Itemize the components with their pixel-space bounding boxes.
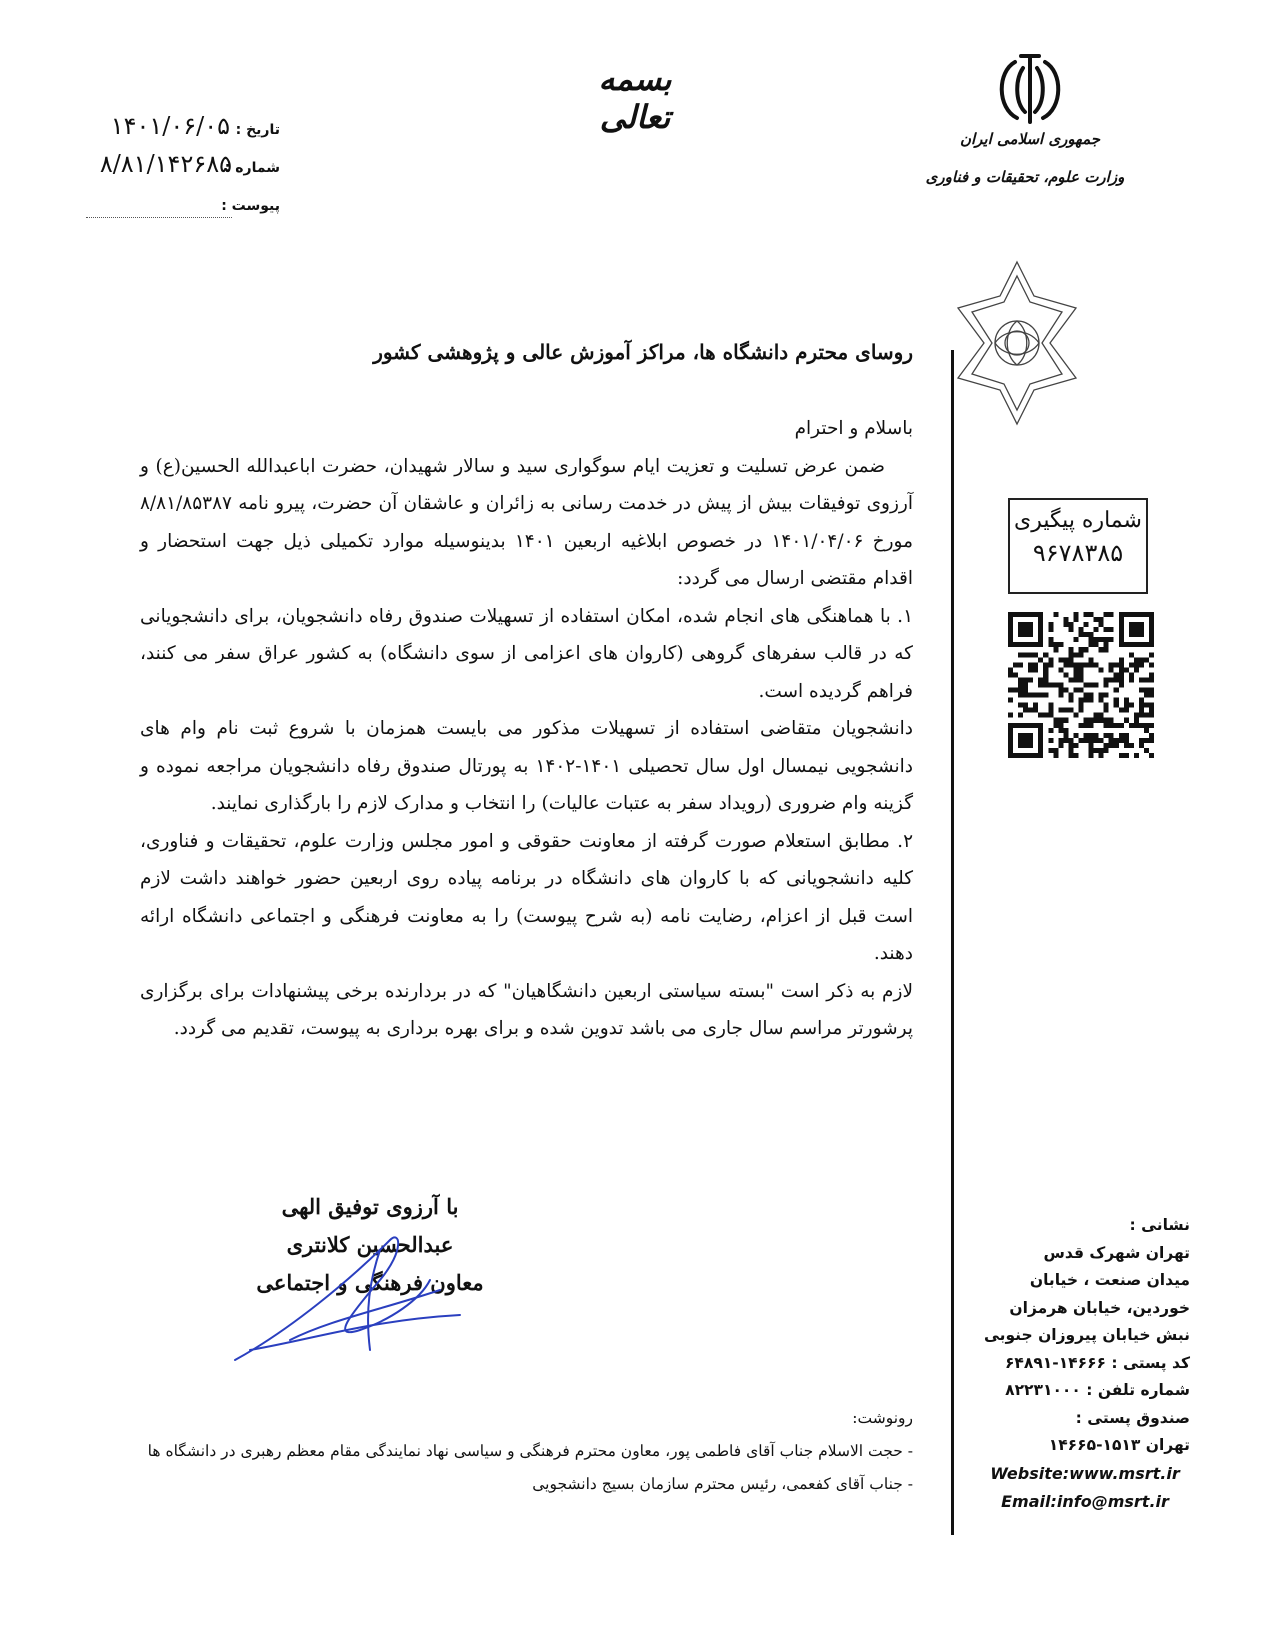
paragraph-item-2: ۲. مطابق استعلام صورت گرفته از معاونت حقوقی و امور مجلس وزارت علوم، تحقیقات و فناوری، کلیه دانشجویانی که با کاروان های دانشگاه در برنامه پیاده روی اربعین حضور خواهند داشت لازم است قبل از اعزام، رضایت نامه (به شرح پیوست) را به معاونت فرهنگی و اجتماعی دانشگاه ارائه دهند. — [140, 830, 913, 964]
address-line: تهران شهرک قدس — [1043, 1243, 1190, 1262]
number-row — [80, 146, 280, 180]
letter-body — [140, 410, 913, 1048]
tracking-number: ۹۶۷۸۳۸۵ — [1032, 539, 1124, 567]
contact-address — [980, 1212, 1190, 1460]
cc-block — [140, 1402, 913, 1501]
tracking-label: شماره پیگیری — [1014, 508, 1142, 533]
po-box: تهران ۱۵۱۳-۱۴۶۶۵ — [1048, 1436, 1190, 1454]
attachment-line — [86, 217, 232, 218]
attachment-label: پیوست : — [221, 198, 280, 214]
paragraph-closing-note: لازم به ذکر است "بسته سیاستی اربعین دانشگاهیان" که در بردارنده برخی پیشنهادات برای برگزاری پرشورتر مراسم سال جاری می باشد تدوین شده و برای بهره برداری به پیوست، تقدیم می گردد. — [140, 980, 913, 1039]
ornament-icon — [950, 258, 1085, 428]
cc-label: رونوشت: — [852, 1409, 913, 1427]
signature-title: معاون فرهنگی و اجتماعی — [256, 1270, 484, 1295]
recipient-line: روسای محترم دانشگاه ها، مراکز آموزش عالی و پژوهشی کشور — [373, 340, 913, 364]
ministry-name: وزارت علوم، تحقیقات و فناوری — [925, 168, 1125, 186]
date-label: تاریخ : — [235, 122, 280, 138]
cc-item: - جناب آقای کفعمی، رئیس محترم سازمان بسیج دانشجویی — [532, 1475, 913, 1493]
postal-code: کد پستی : ۱۴۶۶۶-۶۴۸۹۱ — [1004, 1353, 1190, 1372]
signature-name: عبدالحسین کلانتری — [286, 1232, 454, 1257]
address-line: نبش خیابان پیروزان جنوبی — [983, 1326, 1190, 1344]
iran-emblem-icon — [985, 50, 1075, 130]
email-link[interactable]: Email:info@msrt.ir — [1001, 1492, 1169, 1511]
signature-closing: با آرزوی توفیق الهی — [281, 1194, 459, 1219]
website-link[interactable]: Website:www.msrt.ir — [990, 1464, 1180, 1483]
vertical-divider — [951, 350, 954, 1535]
address-line: خوردین، خیابان هرمزان — [1009, 1298, 1190, 1317]
address-label: نشانی : — [1129, 1216, 1190, 1234]
date-row — [80, 108, 280, 142]
handwritten-signature-icon — [230, 1220, 490, 1370]
attachment-row — [80, 184, 280, 218]
paragraph-item-1: ۱. با هماهنگی های انجام شده، امکان استفاده از تسهیلات صندوق رفاه دانشجویان، برای دانشجویانی که در قالب سفرهای گروهی (کاروان های اعزامی از سوی دانشگاه) به کشور عراق سفر می کنند، فراهم گردیده است. — [140, 605, 913, 702]
tracking-box — [1008, 498, 1148, 594]
date-value: ۱۴۰۱/۰۶/۰۵ — [110, 112, 230, 140]
greeting: باسلام و احترام — [794, 418, 913, 439]
number-label: شماره : — [224, 160, 280, 176]
phone-number: شماره تلفن : ۸۲۲۳۱۰۰۰ — [1005, 1381, 1190, 1399]
cc-item: - حجت الاسلام جناب آقای فاطمی پور، معاون محترم فرهنگی و سیاسی نهاد نمایندگی مقام معظم رهبری در دانشگاه ها — [147, 1442, 913, 1460]
bismillah: بسمه تعالی — [598, 60, 672, 136]
qr-code-icon — [1008, 612, 1154, 758]
republic-name: جمهوری اسلامی ایران — [959, 130, 1101, 148]
paragraph-intro: ضمن عرض تسلیت و تعزیت ایام سوگواری سید و سالار شهیدان، حضرت اباعبدالله الحسین(ع) و آرزوی توفیقات بیش از پیش در خدمت رسانی به زائران و عاشقان آن حضرت، پیرو نامه ۸/۸۱/۸۵۳۸۷ مورخ ۱۴۰۱/۰۴/۰۶ در خصوص ابلاغیه اربعین ۱۴۰۱ بدینوسیله موارد تکمیلی ذیل جهت استحضار و اقدام مقتضی ارسال می گردد: — [140, 455, 913, 589]
address-line: میدان صنعت ، خیابان — [1029, 1271, 1190, 1289]
po-box-label: صندوق پستی : — [1075, 1408, 1190, 1427]
paragraph-item-1-details: دانشجویان متقاضی استفاده از تسهیلات مذکور می بایست همزمان با شروع ثبت نام وام های دانشجویی نیمسال اول سال تحصیلی ۱۴۰۱-۱۴۰۲ به پورتال صندوق رفاه دانشجویان مراجعه نموده و گزینه وام ضروری (رویداد سفر به عتبات عالیات) را انتخاب و مدارک لازم را بارگذاری نمایند. — [140, 718, 913, 814]
number-value: ۸/۸۱/۱۴۲۶۸۵ — [99, 150, 232, 178]
